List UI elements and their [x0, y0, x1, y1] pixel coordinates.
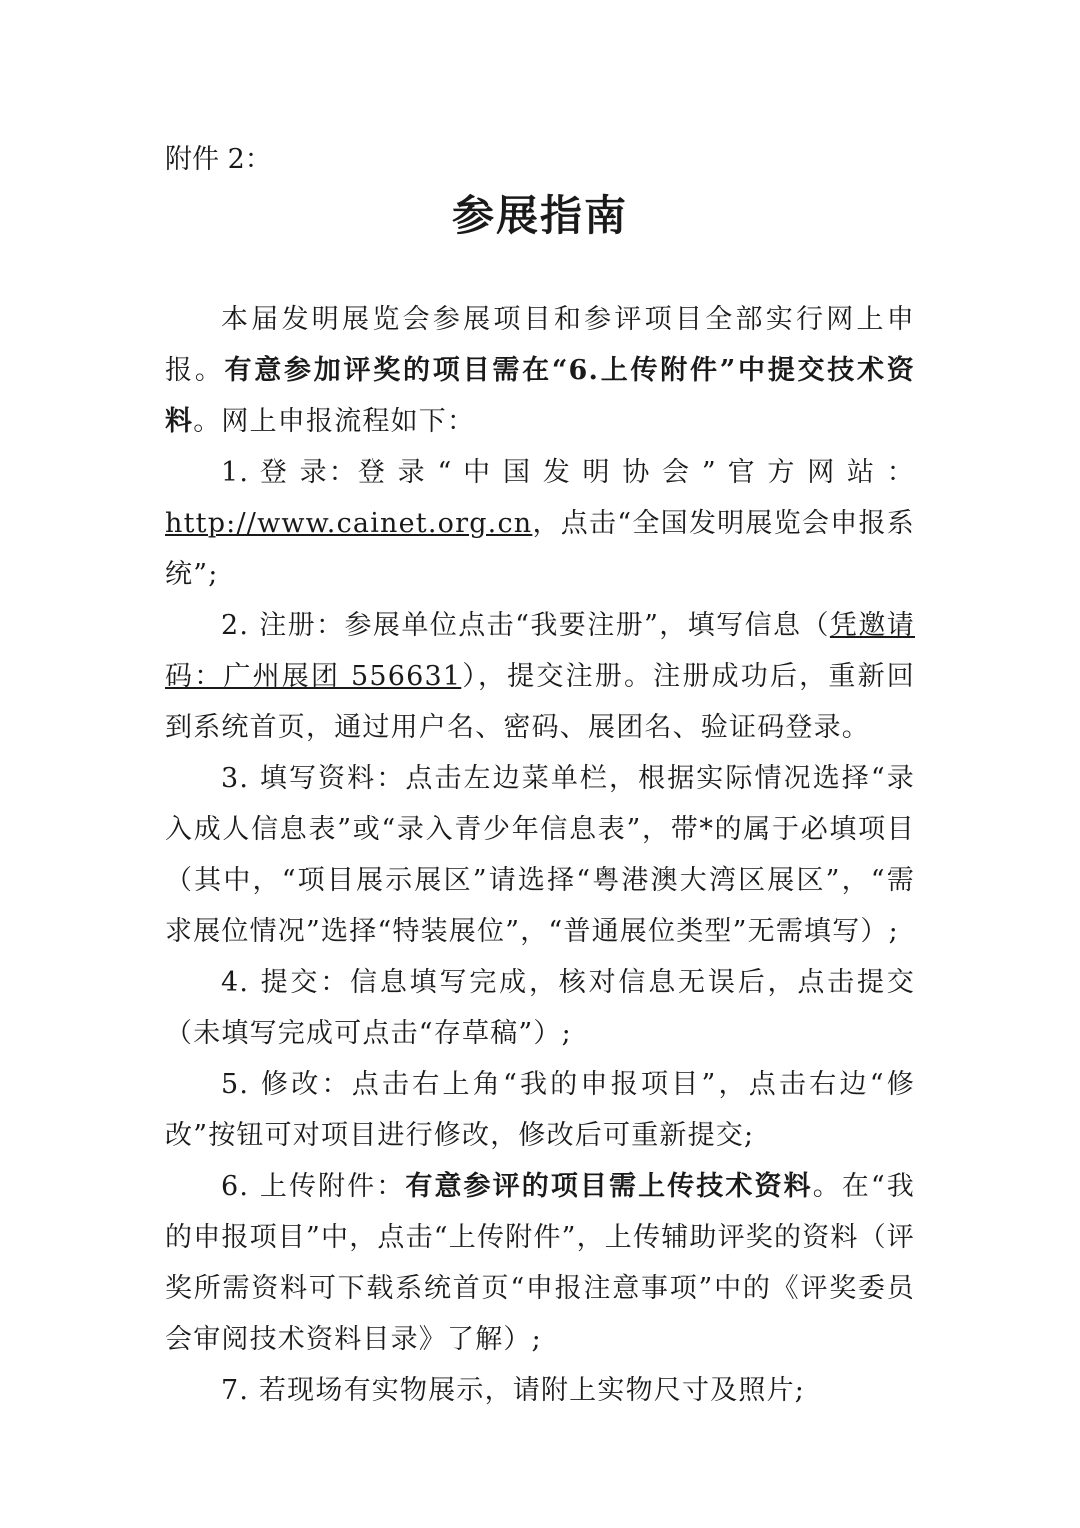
step-text: 。在“我的申报项目”中，点击“上传附件”，上传辅助评奖的资料（评奖所需资料可下载系统首页“申报注意事项”中的《评奖委员会审阅技术资料目录》了解）; [165, 1171, 916, 1355]
step-title: 修改： [261, 1069, 352, 1100]
step-title: 登 录： [259, 457, 358, 488]
intro-paragraph [165, 294, 915, 447]
step-upload [165, 1161, 915, 1365]
step-number: 7. [221, 1375, 250, 1406]
step-text-end: ），提交注册。注册成功后，重新回到系统首页，通过用户名、密码、展团名、验证码登录。 [165, 661, 915, 743]
step-text: 信息填写完成，核对信息无误后，点击提交（未填写完成可点击“存草稿”）; [165, 967, 915, 1049]
intro-bold-text: 有意参加评奖的项目需在“6.上传附件”中提交技术资料 [165, 355, 915, 437]
step-title: 上传附件： [259, 1171, 406, 1202]
step-number: 5. [221, 1069, 250, 1100]
step-text: 参展单位点击“我要注册”，填写信息（ [344, 610, 830, 641]
step-bold-text: 有意参评的项目需上传技术资料 [405, 1171, 813, 1202]
step-number: 4. [221, 967, 250, 998]
step-text: 点击左边菜单栏，根据实际情况选择“录入成人信息表”或“录入青少年信息表”，带*的属于必填项目（其中，“项目展示展区”请选择“粤港澳大湾区展区”，“需求展位情况”选择“特装展位”，“普通展位类型”无需填写）; [165, 763, 915, 947]
step-modify [165, 1059, 915, 1161]
step-login [165, 447, 915, 600]
website-link[interactable]: http://www.cainet.org.cn [165, 508, 533, 539]
step-text: 登 录 “ 中 国 发 明 协 会 ” 官 方 网 站 ： [357, 457, 916, 488]
step-number: 3. [221, 763, 250, 794]
step-title: 若现场有实物展示， [258, 1375, 513, 1406]
step-register [165, 600, 915, 753]
step-fill-info [165, 753, 915, 957]
step-text: 请附上实物尺寸及照片; [512, 1375, 806, 1406]
step-title: 注册： [259, 610, 345, 641]
step-title: 提交： [260, 967, 351, 998]
attachment-label: 附件 2： [165, 144, 272, 175]
step-title: 填写资料： [259, 763, 406, 794]
step-text: 点击右上角“我的申报项目”，点击右边“修改”按钮可对项目进行修改，修改后可重新提交; [165, 1069, 915, 1151]
intro-text: 本届发明展览会参展项目和参评项目全部实行网上申报。 [165, 304, 915, 386]
step-number: 6. [221, 1171, 250, 1202]
step-photos [165, 1365, 915, 1416]
intro-text-end: 。网上申报流程如下： [193, 406, 476, 437]
step-submit [165, 957, 915, 1059]
document-body [165, 294, 915, 1416]
page-title: 参展指南 [451, 191, 628, 240]
step-number: 1. [221, 457, 250, 488]
invite-code: 凭邀请码：广州展团 556631 [165, 610, 915, 692]
step-number: 2. [221, 610, 250, 641]
step-text-end: ，点击“全国发明展览会申报系统”; [165, 508, 915, 590]
